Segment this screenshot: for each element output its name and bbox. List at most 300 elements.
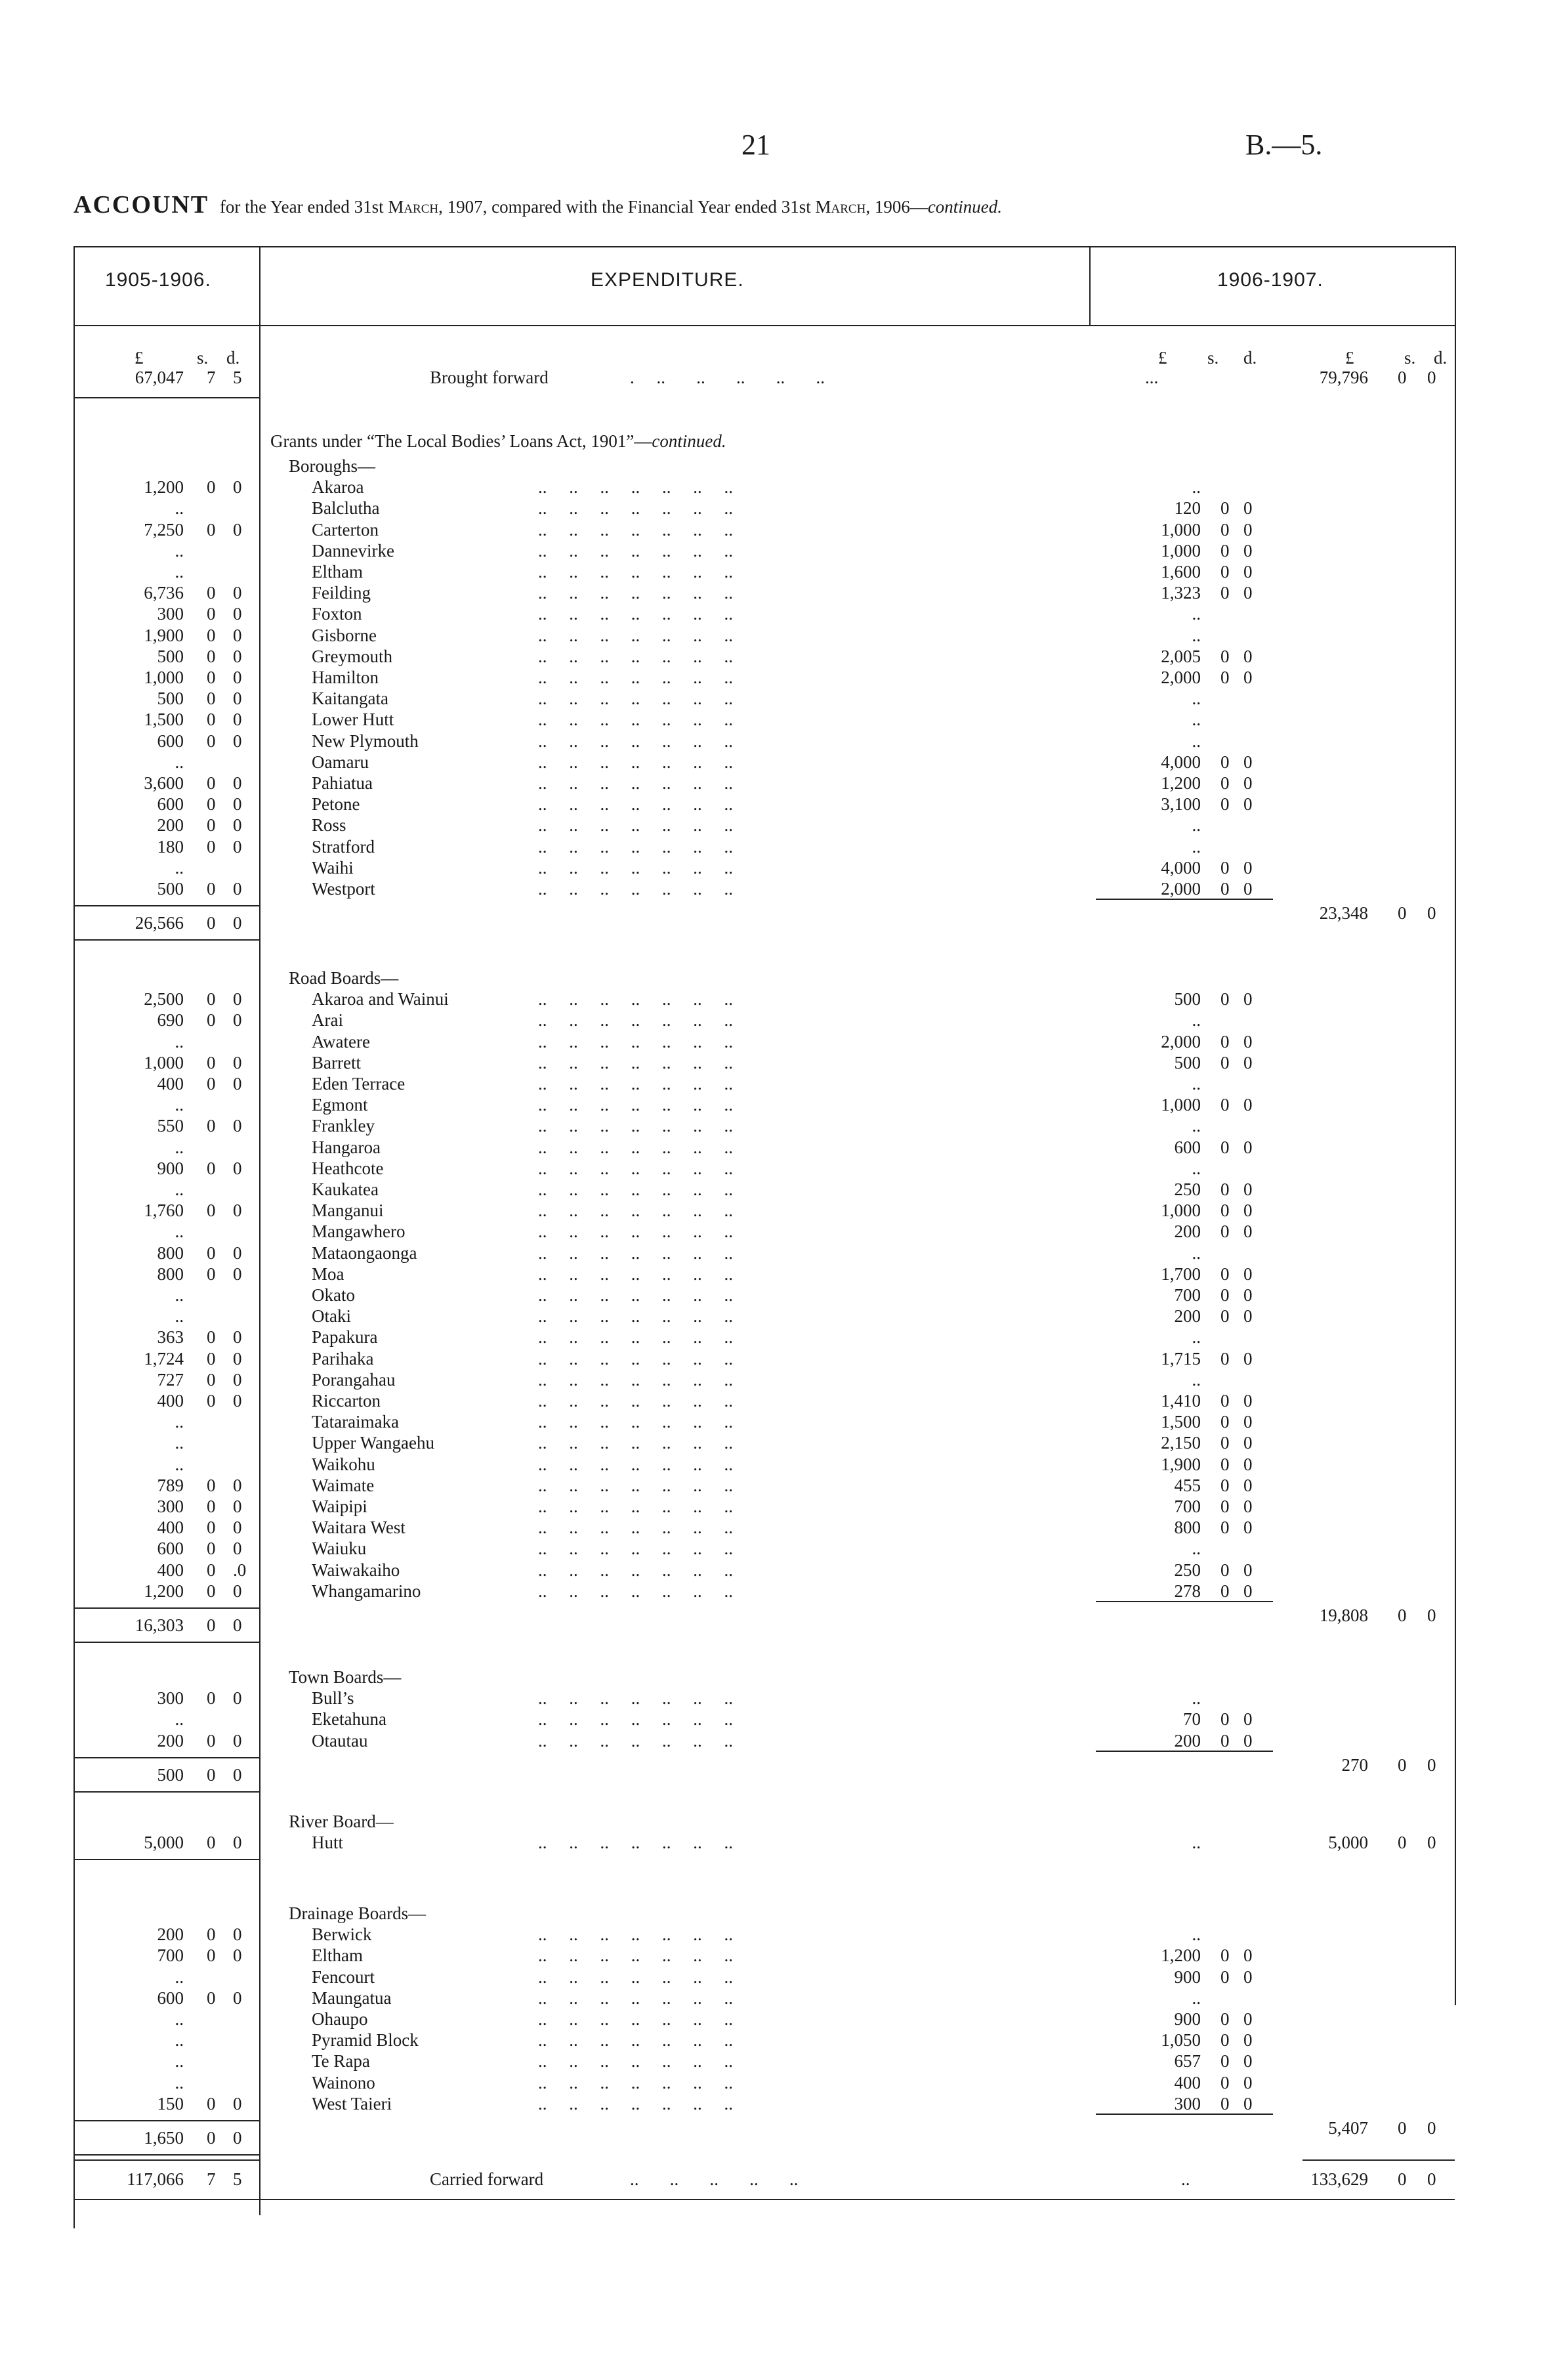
row-name: Carterton [312,519,379,540]
row-1905-pence: 0 [233,1475,242,1495]
section-total-1905-pence: 0 [233,2128,242,2148]
row-1905-shillings: 0 [207,1348,216,1369]
row-leader-dots: .. .. .. .. .. .. .. [538,1031,733,1052]
row-1906-shillings: 0 [1220,1264,1230,1284]
row-1905-pence: 0 [233,1539,242,1559]
row-1906-pence: 0 [1243,1412,1253,1432]
row-1905-shillings: 0 [207,1730,216,1751]
row-name: Bull’s [312,1688,354,1709]
row-leader-dots: .. .. .. .. .. .. .. [538,1518,733,1538]
row-1906-pounds: 900 [1174,1966,1201,1987]
row-1906-pence: 0 [1243,773,1253,793]
row-1905-pounds: .. [175,540,184,561]
bf-right-pounds: 79,796 [1319,368,1368,387]
section-total-1906-pounds: 5,000 [1328,1833,1368,1853]
section-total-1906-shillings: 0 [1398,2118,1407,2138]
row-leader-dots: .. .. .. .. .. .. .. [538,989,733,1009]
row-1905-pounds: .. [175,1285,184,1305]
section-total-1906-pence: 0 [1427,1833,1436,1853]
row-leader-dots: .. .. .. .. .. .. .. [538,1730,733,1751]
row-1906-shillings: 0 [1220,752,1230,772]
row-1905-pence: 0 [233,1945,242,1966]
cf-left-pence: 5 [233,2169,242,2189]
row-leader-dots: .. .. .. .. .. .. .. [538,1924,733,1945]
row-1906-pounds: .. [1192,689,1201,709]
row-1905-pounds: 200 [157,815,184,836]
row-1906-shillings: 0 [1220,1137,1230,1157]
row-1906-pence: 0 [1243,857,1253,878]
row-1906-pence: 0 [1243,1518,1253,1538]
row-name: Berwick [312,1924,372,1945]
row-1906-pence: 0 [1243,1031,1253,1052]
section-total-1906-shillings: 0 [1398,1605,1407,1625]
row-1906-pounds: 657 [1174,2051,1201,2072]
row-1905-pounds: .. [175,857,184,878]
cf-label: Carried forward [430,2169,544,2189]
row-1906-pounds: 4,000 [1161,752,1201,772]
row-leader-dots: .. .. .. .. .. .. .. [538,689,733,709]
row-1905-pence: 0 [233,646,242,666]
section-total-1906-pounds: 19,808 [1319,1605,1368,1625]
row-name: Akaroa and Wainui [312,989,449,1009]
row-1905-pounds: .. [175,562,184,582]
row-1905-pence: 0 [233,1243,242,1263]
row-1906-shillings: 0 [1220,668,1230,687]
row-1905-shillings: 0 [207,815,216,836]
row-name: Mataongaonga [312,1243,417,1263]
section-total-1906-pence: 0 [1427,2118,1436,2138]
cf-left-shillings: 7 [207,2169,216,2189]
row-1906-pence: 0 [1243,1497,1253,1516]
bf-mid-value: ... [1145,368,1159,387]
row-1906-pounds: 70 [1183,1709,1201,1730]
row-1906-shillings: 0 [1220,1497,1230,1516]
row-1906-pounds: 1,000 [1161,1095,1201,1115]
row-leader-dots: .. .. .. .. .. .. .. [538,1945,733,1966]
row-leader-dots: .. .. .. .. .. .. .. [538,1052,733,1073]
row-1905-shillings: 0 [207,1581,216,1601]
row-1906-pence: 0 [1243,583,1253,603]
pound-sign-mid: £ [1158,348,1167,368]
row-1905-pounds: .. [175,2009,184,2029]
row-name: Waiuku [312,1539,367,1559]
row-1906-pounds: .. [1192,1158,1201,1178]
row-1906-pounds: 250 [1174,1560,1201,1580]
row-leader-dots: .. .. .. .. .. .. .. [538,519,733,540]
row-1905-pounds: .. [175,1454,184,1474]
row-1906-shillings: 0 [1220,2030,1230,2051]
cf-rule-right [1302,2159,1455,2161]
row-1906-pence: 0 [1243,2051,1253,2072]
row-1906-pounds: .. [1192,1924,1201,1945]
row-1905-pounds: 2,500 [144,989,184,1009]
bf-left-pounds: 67,047 [135,368,184,387]
row-name: Dannevirke [312,540,394,561]
col-header-1905: 1905-1906. [105,269,211,291]
row-1906-pounds: 2,000 [1161,1031,1201,1052]
row-1906-pounds: 455 [1174,1475,1201,1495]
section-total-1906-pounds: 270 [1341,1754,1368,1775]
row-1906-pence: 0 [1243,1433,1253,1453]
row-1905-pounds: .. [175,1709,184,1730]
row-1906-pounds: 500 [1174,989,1201,1009]
row-1905-pounds: 400 [157,1518,184,1538]
section-rule-left [73,905,259,906]
row-leader-dots: .. .. .. .. .. .. .. [538,1475,733,1495]
row-name: Feilding [312,583,371,603]
row-name: Waipipi [312,1497,367,1516]
row-1906-pounds: 300 [1174,2093,1201,2114]
row-name: Riccarton [312,1391,381,1411]
row-1905-pounds: 300 [157,1497,184,1516]
row-1905-pounds: 727 [157,1369,184,1390]
row-1906-pounds: 120 [1174,498,1201,519]
row-1905-pounds: 1,200 [144,477,184,498]
row-1905-shillings: 0 [207,625,216,645]
row-1905-pence: 0 [233,519,242,540]
row-1906-shillings: 0 [1220,2093,1230,2114]
row-1905-pounds: 600 [157,1539,184,1559]
row-1906-pence: 0 [1243,540,1253,561]
row-1906-pounds: 400 [1174,2072,1201,2093]
row-name: Whangamarino [312,1581,421,1601]
row-name: Ross [312,815,346,836]
section-total-1906-pence: 0 [1427,1605,1436,1625]
row-1905-shillings: 0 [207,1987,216,2008]
section-total-rule-left [73,1642,259,1643]
section-title: Road Boards— [289,968,399,988]
row-1905-shillings: 0 [207,1560,216,1580]
row-leader-dots: .. .. .. .. .. .. .. [538,1327,733,1348]
section-total-1906-pence: 0 [1427,1754,1436,1775]
row-name: Westport [312,879,375,899]
title-march2: March [815,197,866,217]
cf-mid-value: .. [1181,2169,1190,2189]
row-1906-shillings: 0 [1220,1454,1230,1474]
row-1905-pounds: 900 [157,1158,184,1178]
row-name: Otautau [312,1730,368,1751]
row-1905-shillings: 0 [207,1052,216,1073]
row-1905-pence: 0 [233,1116,242,1136]
row-leader-dots: .. .. .. .. .. .. .. [538,1095,733,1115]
row-leader-dots: .. .. .. .. .. .. .. [538,477,733,498]
row-name: Lower Hutt [312,710,394,730]
row-name: Gisborne [312,625,377,645]
grants-heading [270,431,726,452]
row-1905-pence: 0 [233,477,242,498]
row-1905-shillings: 0 [207,2093,216,2114]
row-1905-shillings: 0 [207,1945,216,1966]
col-header-expenditure: EXPENDITURE. [591,269,744,291]
row-1906-pounds: 800 [1174,1518,1201,1538]
d-label-right: d. [1434,348,1448,368]
row-1905-pounds: 400 [157,1560,184,1580]
row-1906-pounds: .. [1192,1688,1201,1709]
row-leader-dots: .. .. .. .. .. .. .. [538,540,733,561]
row-1906-pounds: 2,000 [1161,668,1201,687]
row-leader-dots: .. .. .. .. .. .. .. [538,752,733,772]
row-1906-shillings: 0 [1220,879,1230,899]
page-number: 21 [741,129,770,161]
section-total-1905-shillings: 0 [207,1615,216,1635]
section-subtotal-rule [1096,2114,1273,2115]
row-1905-pence: 0 [233,1581,242,1601]
row-name: Hamilton [312,668,379,687]
table-bottom-rule [73,2199,1455,2200]
row-name: Porangahau [312,1369,396,1390]
row-1906-pounds: .. [1192,1833,1201,1853]
row-1906-pounds: 1,000 [1161,540,1201,561]
row-1905-pence: 0 [233,1833,242,1853]
row-1906-pounds: .. [1192,1539,1201,1559]
row-1905-pence: 0 [233,1158,242,1178]
row-1905-pence: 0 [233,2093,242,2114]
row-1905-pounds: 800 [157,1264,184,1284]
row-leader-dots: .. .. .. .. .. .. .. [538,1709,733,1730]
row-1906-shillings: 0 [1220,1095,1230,1115]
row-1906-pence: 0 [1243,1391,1253,1411]
section-subtotal-rule [1096,899,1273,900]
row-1905-pounds: .. [175,1222,184,1242]
section-rule-left [73,1757,259,1758]
section-rule-left [73,1607,259,1609]
row-1906-shillings: 0 [1220,857,1230,878]
row-name: Parihaka [312,1348,374,1369]
row-1905-pence: 0 [233,1010,242,1031]
s-label-left: s. [197,348,209,368]
row-name: Waiwakaiho [312,1560,400,1580]
row-1906-shillings: 0 [1220,794,1230,815]
row-leader-dots: .. .. .. .. .. .. .. [538,1497,733,1516]
row-1906-shillings: 0 [1220,2009,1230,2029]
row-1906-pence: 0 [1243,562,1253,582]
row-1905-pence: 0 [233,1688,242,1709]
row-1905-pence: 0 [233,625,242,645]
row-1906-pounds: .. [1192,1369,1201,1390]
row-1906-pence: 0 [1243,1285,1253,1305]
row-1906-shillings: 0 [1220,1475,1230,1495]
cf-right-pence: 0 [1427,2169,1436,2189]
row-leader-dots: .. .. .. .. .. .. .. [538,1454,733,1474]
section-title: River Board— [289,1812,394,1831]
row-1906-pence: 0 [1243,1966,1253,1987]
row-leader-dots: .. .. .. .. .. .. .. [538,668,733,687]
row-1905-shillings: 0 [207,646,216,666]
section-title: Drainage Boards— [289,1903,427,1923]
row-1906-pounds: 200 [1174,1306,1201,1327]
row-1906-shillings: 0 [1220,646,1230,666]
row-1906-pounds: .. [1192,477,1201,498]
section-total-1905-shillings: 0 [207,2128,216,2148]
row-1905-pounds: .. [175,1412,184,1432]
section-total-1905-shillings: 0 [207,913,216,933]
row-1906-pounds: 500 [1174,1052,1201,1073]
section-total-1906-shillings: 0 [1398,1833,1407,1853]
row-1906-pence: 0 [1243,1222,1253,1242]
row-1906-pence: 0 [1243,752,1253,772]
s-label-right: s. [1404,348,1416,368]
col-divider-right [1089,246,1091,325]
row-1905-pounds: 600 [157,794,184,815]
section-total-1906-shillings: 0 [1398,903,1407,924]
row-leader-dots: .. .. .. .. .. .. .. [538,1581,733,1601]
col-header-1906: 1906-1907. [1217,269,1323,291]
section-total-1905-shillings: 0 [207,1764,216,1785]
grants-heading-continued: continued. [652,431,726,451]
row-1905-pence: 0 [233,604,242,624]
row-1905-pounds: 550 [157,1116,184,1136]
row-1906-pence: 0 [1243,1201,1253,1221]
row-1906-pounds: .. [1192,1116,1201,1136]
row-name: Mangawhero [312,1222,406,1242]
row-name: Upper Wangaehu [312,1433,435,1453]
bf-label: Brought forward [430,368,549,387]
section-rule-left [73,1859,259,1860]
row-1906-pounds: 200 [1174,1730,1201,1751]
row-1906-pounds: .. [1192,731,1201,751]
row-1905-shillings: 0 [207,1158,216,1178]
row-1905-pence: 0 [233,1987,242,2008]
row-1906-pounds: 278 [1174,1581,1201,1601]
row-1906-shillings: 0 [1220,540,1230,561]
section-total-1906-pounds: 23,348 [1319,903,1368,924]
row-1906-pounds: 1,410 [1161,1391,1201,1411]
row-1905-pounds: 1,500 [144,710,184,730]
row-1906-pounds: 4,000 [1161,857,1201,878]
section-total-1905-pounds: 1,650 [144,2128,184,2148]
row-1906-pounds: .. [1192,836,1201,857]
row-leader-dots: .. .. .. .. .. .. .. [538,2051,733,2072]
row-leader-dots: .. .. .. .. .. .. .. [538,857,733,878]
row-leader-dots: .. .. .. .. .. .. .. [538,2009,733,2029]
row-name: Pahiatua [312,773,373,793]
row-1905-shillings: 0 [207,1924,216,1945]
row-1905-pounds: 3,600 [144,773,184,793]
row-1905-pounds: .. [175,2072,184,2093]
row-name: Oamaru [312,752,369,772]
row-1906-pence: 0 [1243,1095,1253,1115]
row-leader-dots: .. .. .. .. .. .. .. [538,1137,733,1157]
section-title: Town Boards— [289,1667,402,1687]
row-1905-pounds: 363 [157,1327,184,1348]
row-1905-shillings: 0 [207,1833,216,1853]
row-1905-shillings: 0 [207,604,216,624]
row-1905-pence: 0 [233,1327,242,1348]
row-1906-shillings: 0 [1220,1201,1230,1221]
row-name: Foxton [312,604,362,624]
row-name: Hutt [312,1833,344,1853]
row-1906-pence: 0 [1243,1475,1253,1495]
row-leader-dots: .. .. .. .. .. .. .. [538,2072,733,2093]
section-total-1905-pence: 0 [233,1764,242,1785]
table-right-rule [1455,246,1456,2005]
row-leader-dots: .. .. .. .. .. .. .. [538,1264,733,1284]
row-name: Te Rapa [312,2051,370,2072]
row-1905-pounds: .. [175,1031,184,1052]
row-1906-pence: 0 [1243,794,1253,815]
row-1905-pence: 0 [233,1391,242,1411]
d-label-left: d. [226,348,240,368]
row-name: Balclutha [312,498,380,519]
page-title [73,190,1002,219]
section-total-rule-left [73,939,259,941]
bf-leader-dots: . .. .. .. .. .. [630,368,825,387]
row-1906-pence: 0 [1243,498,1253,519]
row-leader-dots: .. .. .. .. .. .. .. [538,1433,733,1453]
row-1905-shillings: 0 [207,519,216,540]
row-1905-pounds: .. [175,498,184,519]
row-leader-dots: .. .. .. .. .. .. .. [538,498,733,519]
title-march1: March [388,197,439,217]
row-1906-pounds: 1,323 [1161,583,1201,603]
row-1906-pence: 0 [1243,2030,1253,2051]
row-1905-pounds: 1,900 [144,625,184,645]
row-leader-dots: .. .. .. .. .. .. .. [538,1369,733,1390]
row-leader-dots: .. .. .. .. .. .. .. [538,583,733,603]
col-divider-left [259,246,260,2215]
row-1906-pounds: 1,715 [1161,1348,1201,1369]
row-1906-pence: 0 [1243,1581,1253,1601]
row-1906-pounds: 700 [1174,1285,1201,1305]
row-1906-shillings: 0 [1220,1306,1230,1327]
row-name: Ohaupo [312,2009,368,2029]
row-1905-pence: 0 [233,815,242,836]
pound-sign-left: £ [135,348,144,368]
row-1905-shillings: 0 [207,1518,216,1538]
row-leader-dots: .. .. .. .. .. .. .. [538,2030,733,2051]
row-1905-pounds: 400 [157,1391,184,1411]
row-1905-pounds: 180 [157,836,184,857]
row-1905-pounds: 150 [157,2093,184,2114]
row-name: Tataraimaka [312,1412,400,1432]
title-part2: , 1907, compared with the Financial Year ended 31st [438,197,811,217]
row-leader-dots: .. .. .. .. .. .. .. [538,625,733,645]
row-1905-pounds: .. [175,1095,184,1115]
row-1905-shillings: 0 [207,710,216,730]
row-1906-shillings: 0 [1220,519,1230,540]
row-1906-shillings: 0 [1220,1966,1230,1987]
row-1906-pounds: .. [1192,815,1201,836]
row-name: Otaki [312,1306,351,1327]
row-1906-pence: 0 [1243,1264,1253,1284]
row-name: Fencourt [312,1966,375,1987]
row-name: Eden Terrace [312,1074,406,1094]
row-1906-pounds: .. [1192,1010,1201,1031]
bf-right-shillings: 0 [1398,368,1407,387]
row-leader-dots: .. .. .. .. .. .. .. [538,710,733,730]
cf-rule-left [73,2159,259,2161]
row-leader-dots: .. .. .. .. .. .. .. [538,1348,733,1369]
row-1905-shillings: 0 [207,1688,216,1709]
row-1906-pence: 0 [1243,1945,1253,1966]
section-total-1905-pounds: 16,303 [135,1615,184,1635]
row-name: Waihi [312,857,354,878]
row-name: Kaukatea [312,1179,379,1199]
section-subtotal-rule [1096,1751,1273,1752]
row-name: Petone [312,794,360,815]
row-1906-pence: 0 [1243,1709,1253,1730]
row-1905-pence: 0 [233,1369,242,1390]
row-leader-dots: .. .. .. .. .. .. .. [538,1539,733,1559]
row-leader-dots: .. .. .. .. .. .. .. [538,1987,733,2008]
row-1906-pounds: 1,200 [1161,1945,1201,1966]
row-1906-pence: 0 [1243,519,1253,540]
row-1905-shillings: 0 [207,879,216,899]
row-1905-shillings: 0 [207,1074,216,1094]
row-1906-pounds: .. [1192,1243,1201,1263]
row-1905-pence: 0 [233,1924,242,1945]
header-bottom-rule [73,325,1455,326]
